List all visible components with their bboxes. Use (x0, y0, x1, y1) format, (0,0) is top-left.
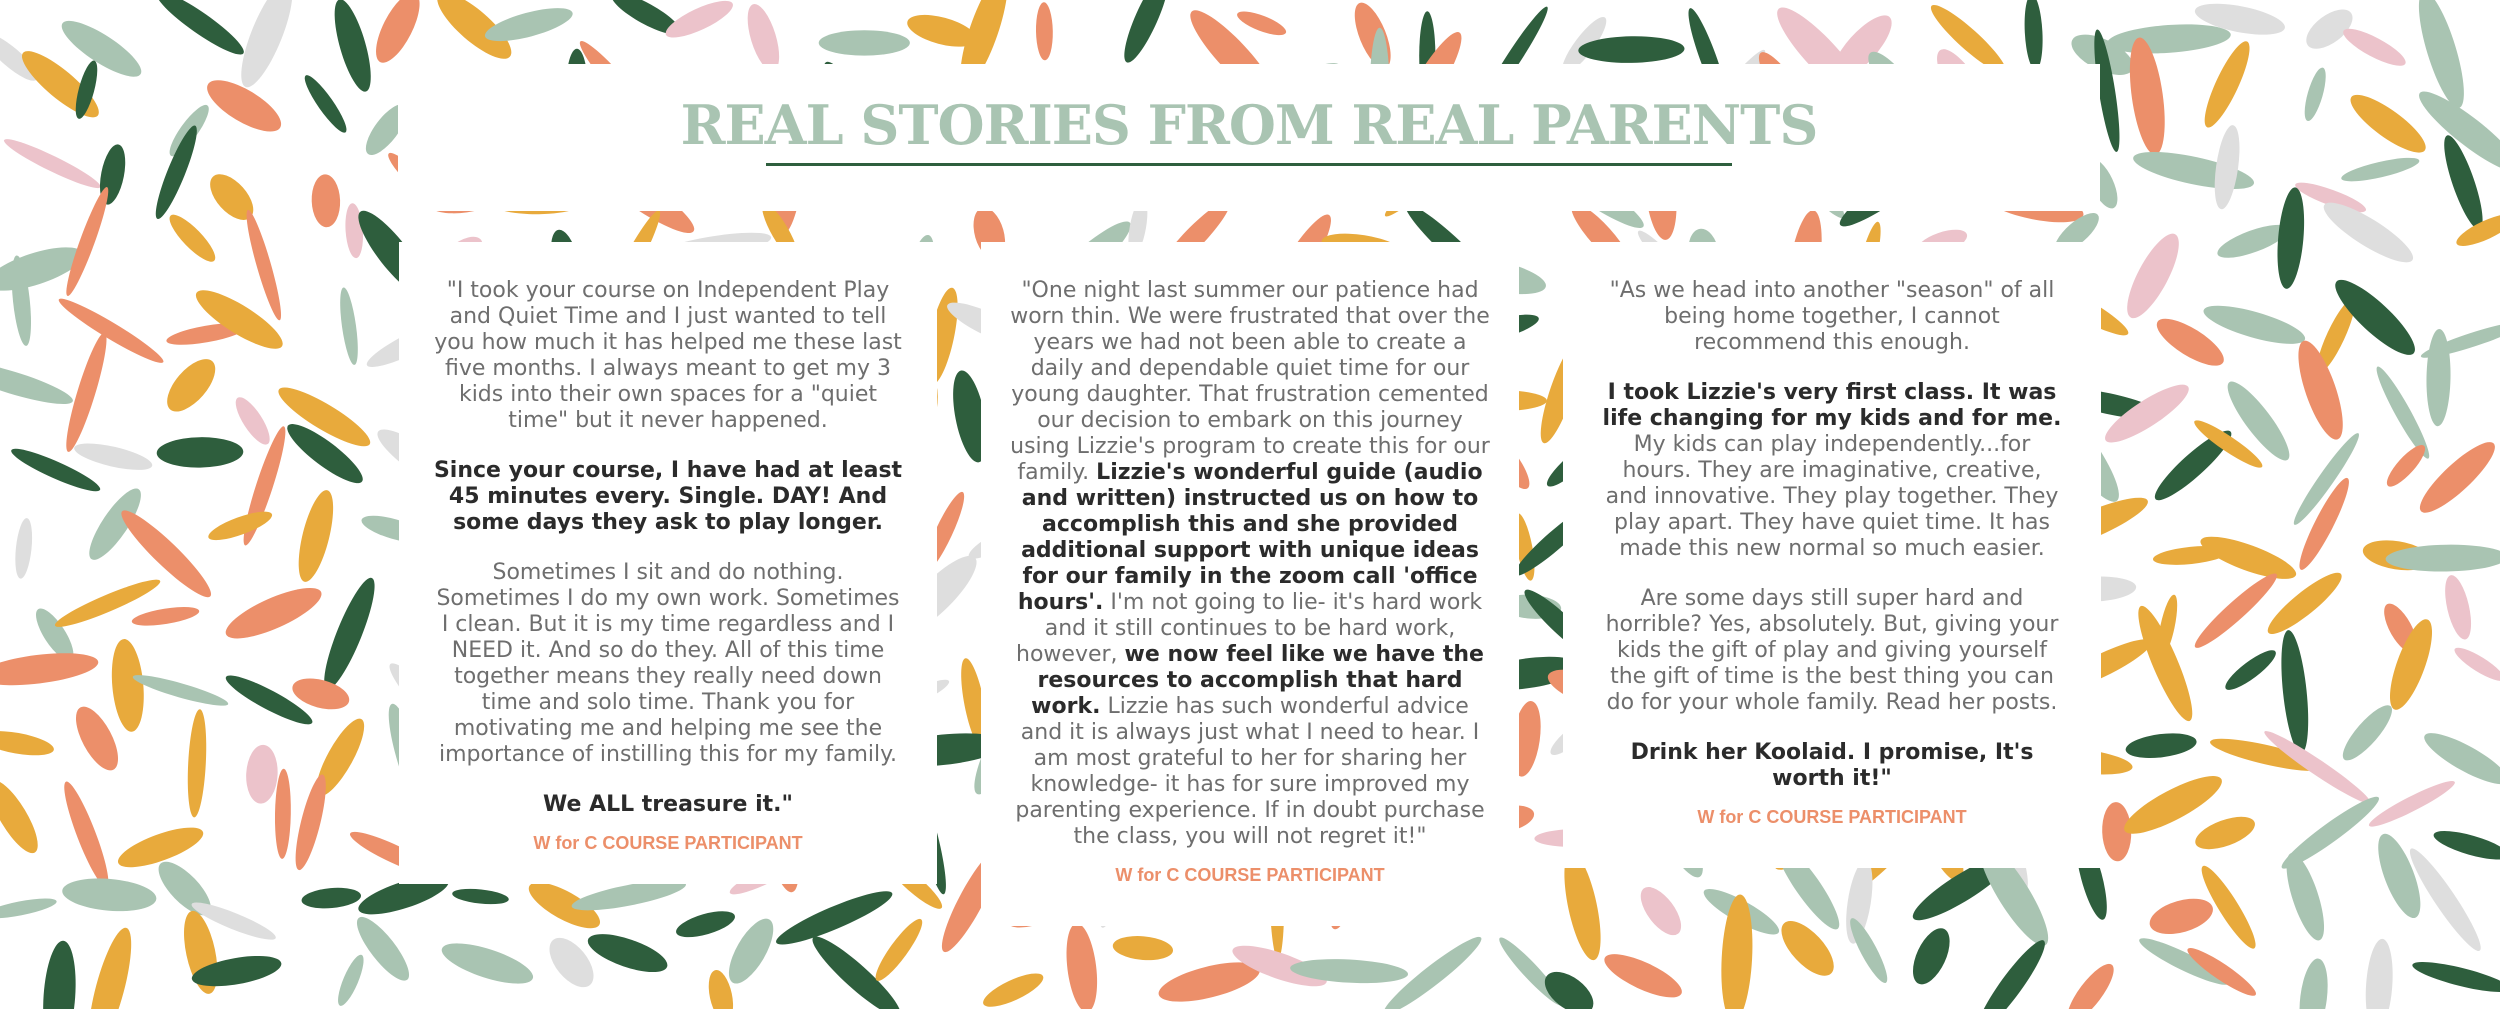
confetti-shape (131, 670, 230, 711)
confetti-shape (2336, 699, 2399, 767)
testimonial-3-closing: Drink her Koolaid. I promise, It's worth it!" (1630, 740, 2034, 791)
confetti-shape (159, 351, 224, 420)
confetti-shape (367, 0, 428, 69)
confetti-shape (2106, 21, 2231, 57)
confetti-shape (230, 393, 276, 450)
confetti-shape (185, 709, 208, 818)
confetti-shape (584, 926, 672, 980)
confetti-shape (452, 886, 510, 906)
confetti-shape (2426, 329, 2452, 427)
confetti-shape (870, 914, 929, 985)
confetti-shape (0, 774, 46, 859)
confetti-shape (220, 578, 327, 648)
confetti-shape (2191, 810, 2259, 856)
testimonial-2-highlight-2: we now feel like we have the resources to accomplish that hard work. (1031, 642, 1484, 719)
testimonial-2-highlight-1: Lizzie's wonderful guide (audio and written) instructed us on how to accomplish this and she provided additional support with unique ideas for our family in the zoom call 'office hours'. (1017, 460, 1483, 615)
confetti-shape (327, 0, 378, 95)
confetti-shape (2279, 849, 2332, 944)
confetti-shape (2124, 730, 2198, 762)
testimonial-3-highlight: I took Lizzie's very first class. It was life changing for my kids and for me. (1602, 380, 2062, 431)
confetti-shape (151, 0, 250, 62)
header-panel (398, 64, 2100, 211)
confetti-shape (1633, 880, 1689, 941)
confetti-shape (2382, 440, 2431, 491)
testimonial-1-intro: "I took your course on Independent Play and Quiet Time and I just wanted to tell you how much it has helped me these last five months. I always meant to get my 3 kids into their own spaces for a "quiet time" but it never happened. (434, 278, 902, 433)
confetti-shape (438, 935, 538, 992)
testimonial-3-attribution: W for C COURSE PARTICIPANT (1697, 807, 1967, 827)
confetti-shape (0, 727, 56, 760)
confetti-shape (80, 924, 140, 1009)
confetti-shape (2419, 725, 2500, 793)
confetti-shape (205, 506, 275, 546)
confetti-shape (2317, 193, 2420, 271)
testimonial-3-intro: "As we head into another "season" of all being home together, I cannot recommend this enough. (1609, 278, 2055, 355)
confetti-shape (274, 769, 291, 859)
testimonial-3-details: Are some days still super hard and horrible? Yes, absolutely. But, giving your kids the gift of play and giving yourself the gift of time is the best thing you can do for your whole family. Read her posts. (1605, 586, 2059, 715)
confetti-shape (61, 875, 158, 915)
confetti-shape (1905, 923, 1957, 990)
confetti-shape (2118, 227, 2189, 324)
confetti-shape (0, 353, 76, 411)
confetti-shape (0, 648, 100, 691)
confetti-shape (1970, 934, 2053, 1009)
confetti-shape (131, 603, 201, 629)
testimonial-1-closing: We ALL treasure it." (543, 792, 793, 817)
confetti-shape (673, 906, 737, 942)
confetti-shape (2023, 0, 2045, 70)
confetti-shape (1035, 2, 1053, 60)
confetti-shape (316, 573, 384, 693)
testimonial-2-text-2: I'm not going to lie- it's hard work and it still continues to be hard work, however, (1016, 590, 1483, 667)
testimonial-3-body (1599, 380, 2065, 562)
confetti-shape (2300, 66, 2330, 123)
confetti-shape (1599, 946, 1687, 1006)
testimonial-card-1 (399, 242, 937, 884)
confetti-shape (2274, 186, 2308, 290)
confetti-shape (2296, 957, 2332, 1009)
confetti-shape (1234, 7, 1288, 40)
confetti-shape (1062, 922, 1101, 1009)
confetti-shape (2060, 958, 2121, 1009)
confetti-shape (2451, 643, 2500, 686)
confetti-shape (164, 209, 221, 267)
confetti-shape (301, 886, 362, 911)
confetti-shape (57, 778, 115, 890)
confetti-shape (1117, 0, 1177, 67)
confetti-shape (337, 287, 362, 366)
confetti-shape (0, 894, 58, 922)
confetti-shape (2363, 938, 2396, 1009)
confetti-shape (40, 940, 79, 1009)
testimonial-2-body (1007, 278, 1493, 850)
confetti-shape (2340, 153, 2421, 186)
testimonial-1-attribution: W for C COURSE PARTICIPANT (533, 833, 803, 853)
confetti-shape (241, 208, 286, 322)
confetti-shape (231, 0, 302, 93)
confetti-shape (156, 436, 243, 468)
confetti-shape (55, 292, 168, 369)
confetti-shape (2371, 363, 2435, 462)
confetti-shape (2189, 567, 2283, 654)
title-underline (766, 163, 1732, 166)
confetti-shape (819, 30, 910, 55)
testimonial-card-3 (1563, 242, 2101, 868)
confetti-shape (61, 185, 114, 299)
confetti-shape (292, 487, 341, 585)
testimonial-2-text-3: Lizzie has such wonderful advice and it is always just what I need to hear. I am most grateful to her for sharing her knowledge- it has for sure improved my parenting experience. If in doubt purchase the class, you will not regret it!" (1015, 694, 1485, 849)
confetti-shape (2431, 825, 2500, 865)
confetti-shape (1537, 963, 1601, 1009)
confetti-shape (2124, 35, 2171, 156)
confetti-shape (333, 952, 368, 1009)
confetti-shape (2146, 892, 2217, 940)
testimonial-3-text: My kids can play independently...for hours. They are imaginative, creative, and innovative. They play together. They play apart. They have quiet time. It has made this new normal so much easier. (1605, 432, 2059, 561)
confetti-shape (311, 174, 341, 228)
confetti-shape (1, 133, 104, 194)
confetti-shape (13, 517, 35, 579)
confetti-shape (2366, 775, 2458, 832)
confetti-shape (2197, 37, 2257, 132)
confetti-shape (299, 71, 351, 137)
confetti-shape (2339, 22, 2410, 72)
confetti-shape (1112, 934, 1174, 963)
confetti-shape (1845, 915, 1893, 987)
confetti-shape (72, 438, 154, 475)
confetti-shape (2440, 573, 2476, 642)
page-title: REAL STORIES FROM REAL PARENTS (680, 93, 1818, 157)
confetti-shape (2200, 298, 2308, 352)
testimonial-1-details: Sometimes I sit and do nothing. Sometimes I do my own work. Sometimes I clean. But it is my time regardless and I NEED it. And so do they. All of this time together means they really need down time and solo time. Thank you for motivating me and helping me see the importance of instilling this for my family. (436, 560, 900, 767)
testimonial-1-highlight: Since your course, I have had at least 45 minutes every. Single. DAY! And some days they ask to play longer. (433, 458, 903, 535)
confetti-shape (2277, 629, 2313, 755)
confetti-shape (979, 967, 1047, 1009)
confetti-shape (2221, 645, 2281, 696)
testimonial-2-text-1: "One night last summer our patience had worn thin. We were frustrated that over the years we had not been able to create a daily and dependable quiet time for our young daughter. That frustration cemented our decision to embark on this journey using Lizzie's program to create this for our family. (1010, 278, 1490, 485)
confetti-shape (245, 744, 279, 804)
testimonial-card-2 (981, 242, 1519, 926)
confetti-shape (482, 1, 576, 48)
confetti-shape (60, 330, 113, 454)
confetti-shape (108, 638, 147, 733)
confetti-shape (772, 883, 897, 953)
confetti-shape (2410, 956, 2500, 998)
testimonial-2-attribution: W for C COURSE PARTICIPANT (1115, 865, 1385, 885)
confetti-shape (289, 772, 331, 872)
